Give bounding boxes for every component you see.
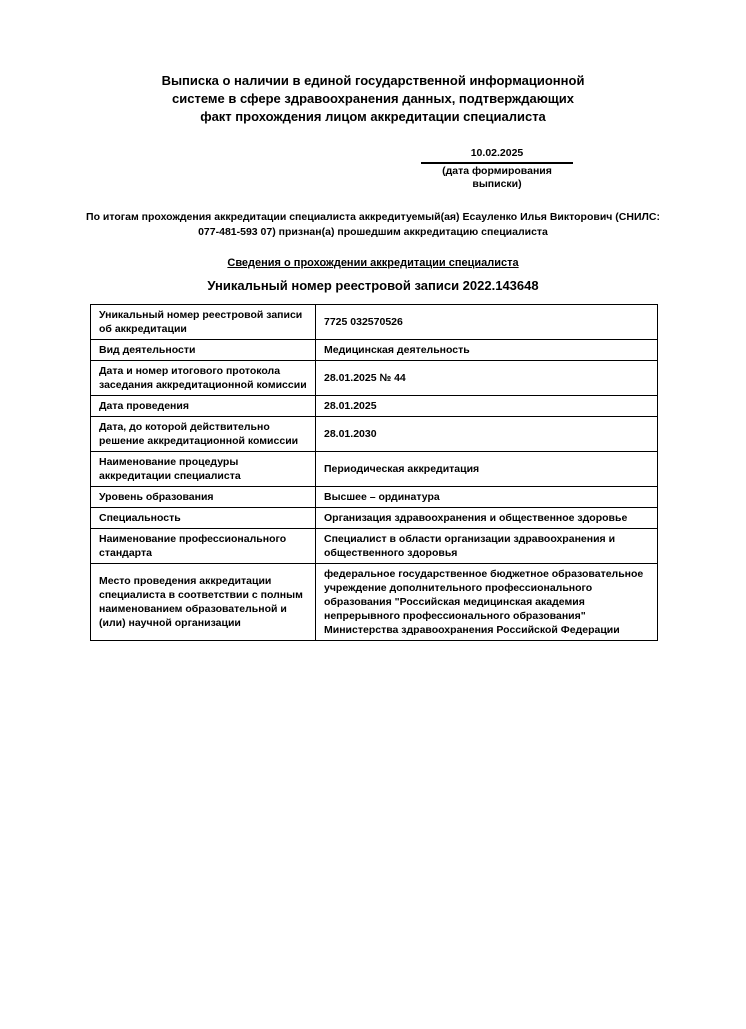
accreditation-table-body [91,305,658,641]
table-row [91,564,658,641]
row-label: Дата, до которой действительно решение аккредитационной комиссии [91,417,316,452]
document-title: Выписка о наличии в единой государственной информационной системе в сфере здравоохранения данных, подтверждающих факт прохождения лицом аккредитации специалиста [161,73,585,124]
row-label: Наименование процедуры аккредитации специалиста [91,452,316,487]
intro-paragraph: По итогам прохождения аккредитации специалиста аккредитуемый(ая) Есауленко Илья Викторович (СНИЛС: 077-481-593 07) признан(а) прошедшим аккредитацию специалиста [86,211,660,238]
table-row [91,305,658,340]
row-value: 28.01.2025 [316,396,658,417]
formation-date-value: 10.02.2025 [421,147,573,164]
row-value: 7725 032570526 [316,305,658,340]
row-label: Дата и номер итогового протокола заседания аккредитационной комиссии [91,361,316,396]
table-row [91,340,658,361]
table-row [91,396,658,417]
table-row [91,361,658,396]
table-row [91,417,658,452]
row-label: Уникальный номер реестровой записи об аккредитации [91,305,316,340]
table-row [91,487,658,508]
row-label: Вид деятельности [91,340,316,361]
table-row [91,529,658,564]
row-label: Уровень образования [91,487,316,508]
table-row [91,508,658,529]
row-label: Специальность [91,508,316,529]
formation-date-caption: (дата формирования выписки) [442,165,552,190]
accreditation-table [90,304,658,641]
row-value: Специалист в области организации здравоохранения и общественного здоровья [316,529,658,564]
row-value: Высшее – ординатура [316,487,658,508]
row-value: федеральное государственное бюджетное образовательное учреждение дополнительного профессионального образования "Российская медицинская академия непрерывного профессионального образования" Министерства здравоохранения Российской Федерации [316,564,658,641]
row-value: Медицинская деятельность [316,340,658,361]
row-value: 28.01.2030 [316,417,658,452]
row-label: Наименование профессионального стандарта [91,529,316,564]
row-value: Организация здравоохранения и общественное здоровье [316,508,658,529]
row-label: Дата проведения [91,396,316,417]
section-heading: Сведения о прохождении аккредитации специалиста [227,257,519,269]
row-value: 28.01.2025 № 44 [316,361,658,396]
table-row [91,452,658,487]
row-value: Периодическая аккредитация [316,452,658,487]
registry-number-heading: Уникальный номер реестровой записи 2022.143648 [207,278,539,293]
row-label: Место проведения аккредитации специалиста в соответствии с полным наименованием образовательной и (или) научной организации [91,564,316,641]
formation-date-block [421,147,573,191]
